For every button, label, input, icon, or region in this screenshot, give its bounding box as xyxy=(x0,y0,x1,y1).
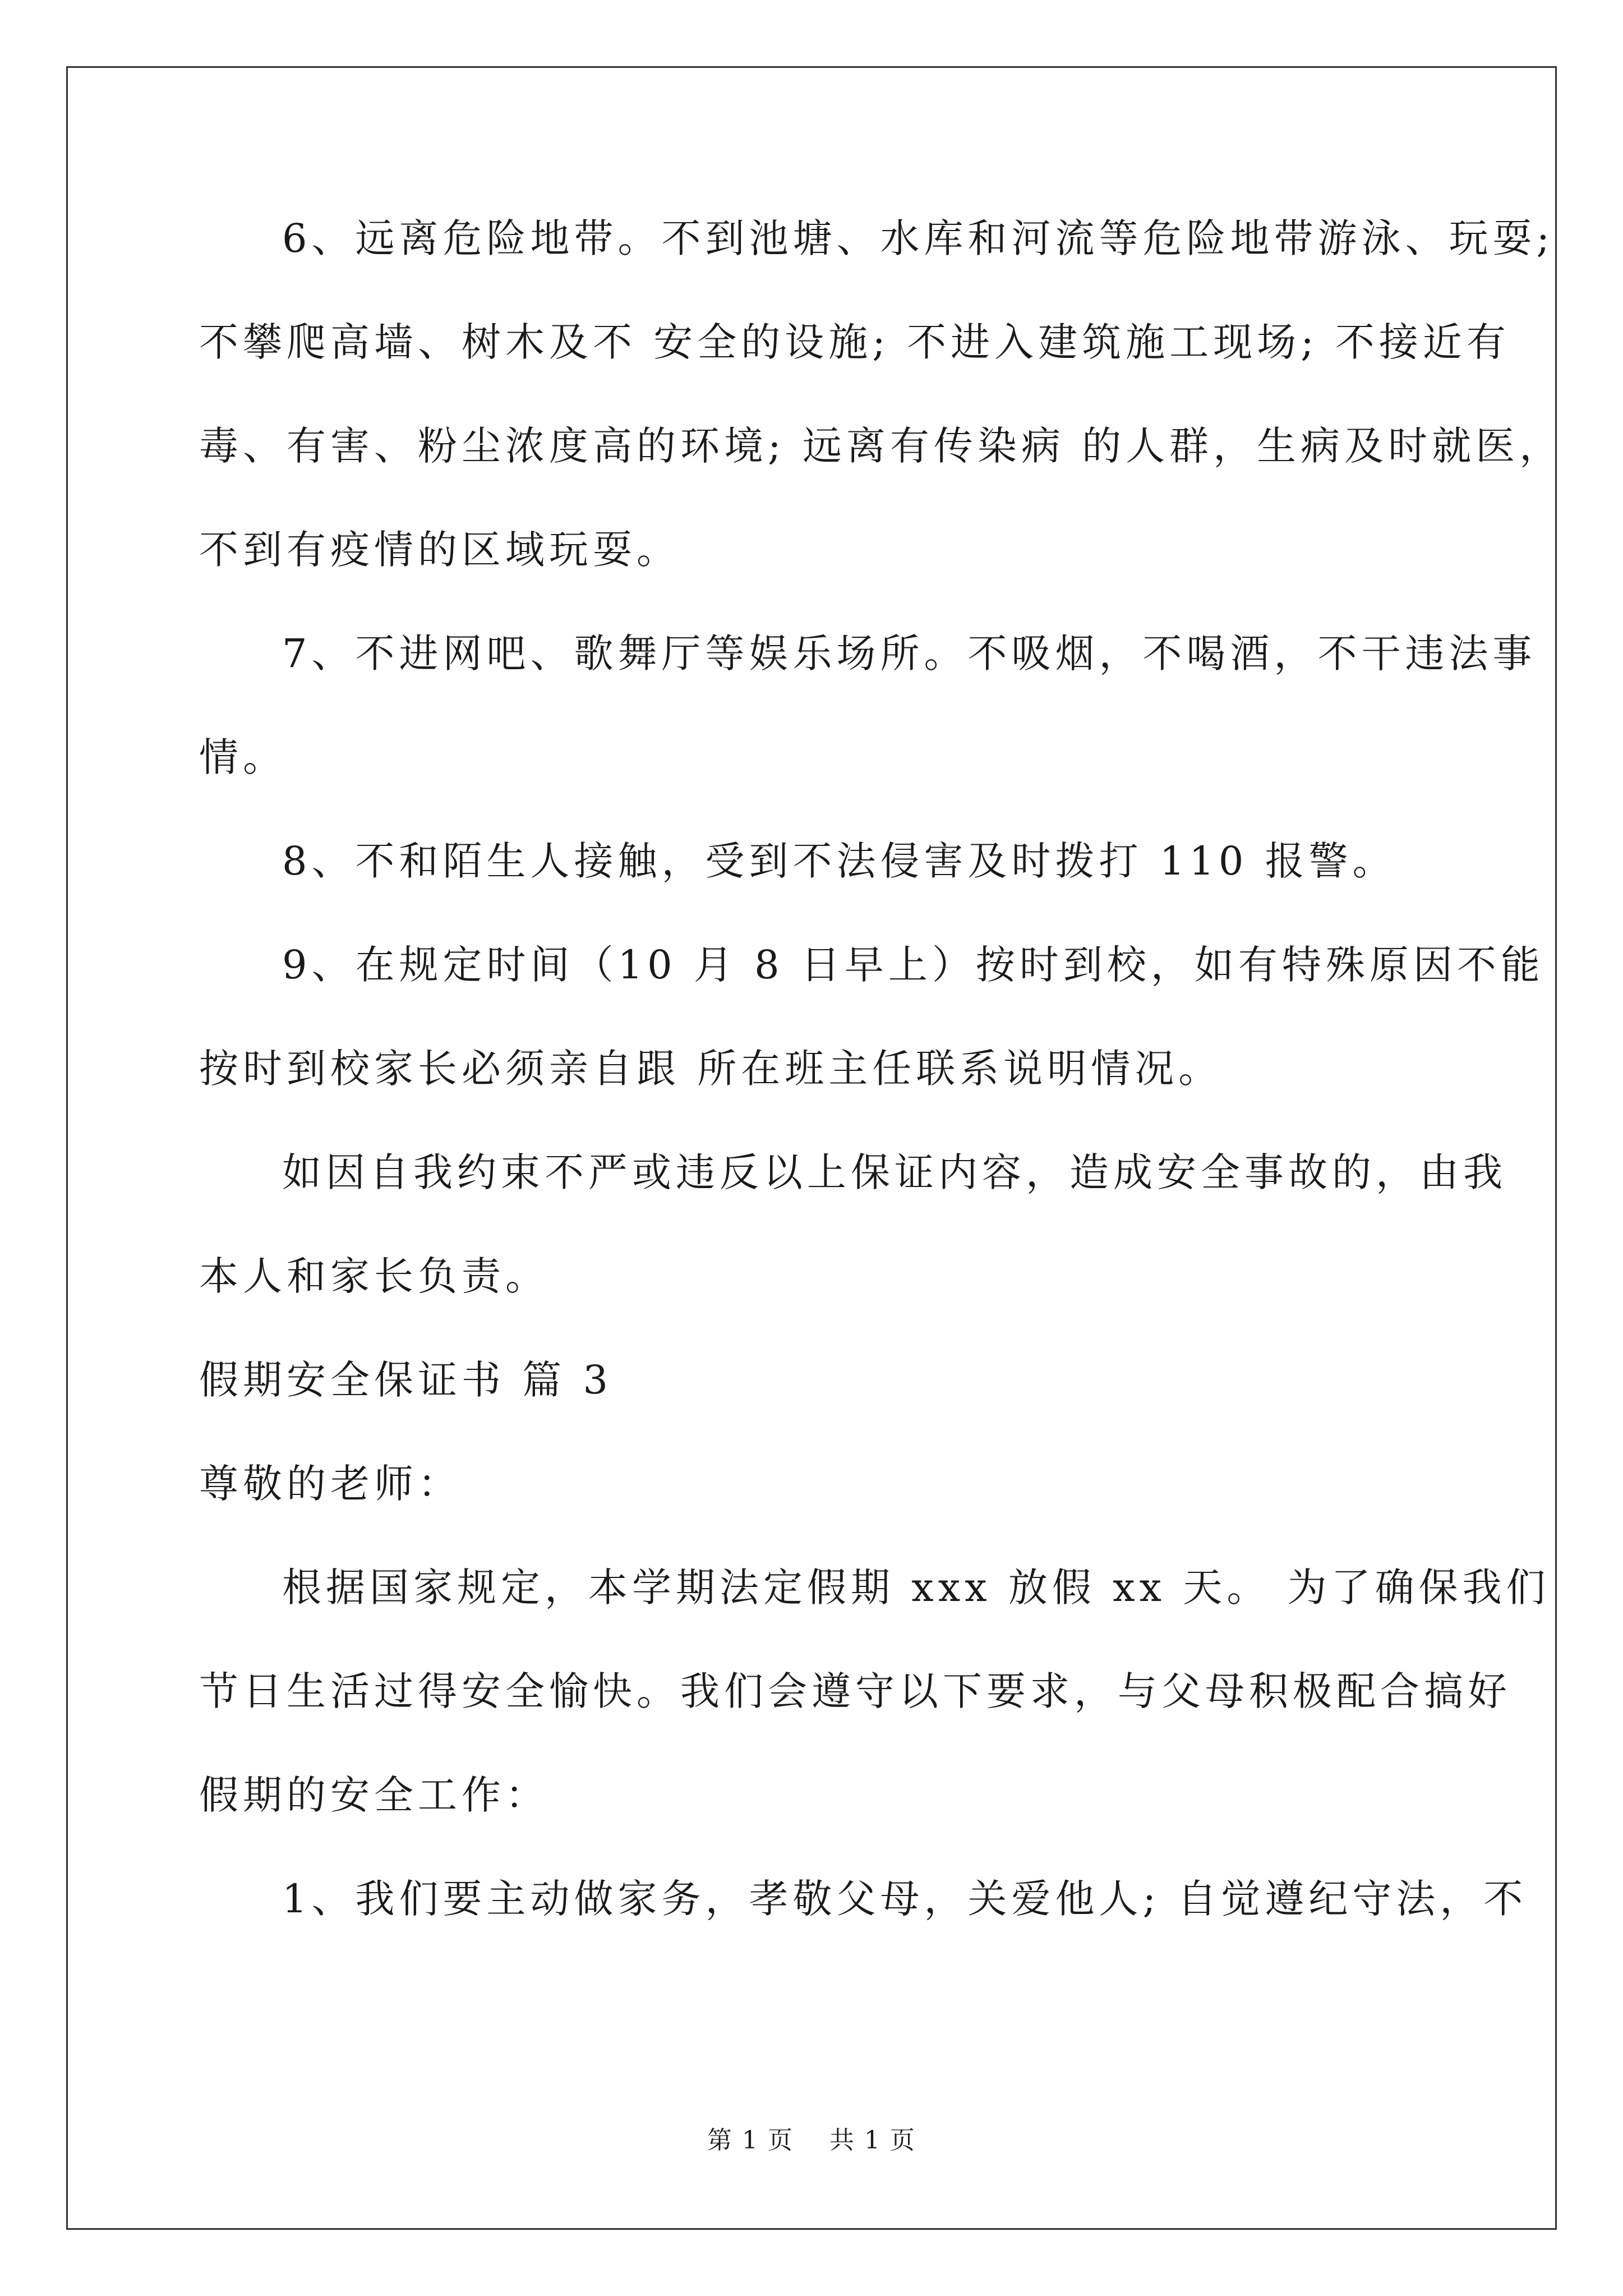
paragraph-7-line-1: 7、不进网吧、歌舞厅等娱乐场所。不吸烟，不喝酒，不干违法事 xyxy=(282,631,1537,677)
paragraph-9-line-2: 按时到校家长必须亲自跟 所在班主任联系说明情况。 xyxy=(199,1046,1223,1092)
intro-paragraph-line-2: 节日生活过得安全愉快。我们会遵守以下要求，与父母积极配合搞好 xyxy=(199,1668,1511,1714)
intro-paragraph-line-1: 根据国家规定，本学期法定假期 xxx 放假 xx 天。 为了确保我们 xyxy=(282,1565,1550,1611)
page-footer: 第 1 页 共 1 页 xyxy=(707,2126,916,2155)
closing-paragraph-line-2: 本人和家长负责。 xyxy=(199,1253,549,1299)
paragraph-6-line-3: 毒、有害、粉尘浓度高的环境; 远离有传染病 的人群，生病及时就医， xyxy=(199,423,1564,469)
paragraph-7-line-2: 情。 xyxy=(199,734,287,780)
paragraph-9-line-1: 9、在规定时间（10 月 8 日早上）按时到校，如有特殊原因不能 xyxy=(282,942,1544,988)
paragraph-6-line-4: 不到有疫情的区域玩耍。 xyxy=(199,527,680,573)
paragraph-6-line-2: 不攀爬高墙、树木及不 安全的设施; 不进入建筑施工现场; 不接近有 xyxy=(199,319,1510,365)
salutation: 尊敬的老师： xyxy=(199,1461,462,1507)
item-1-line-1: 1、我们要主动做家务，孝敬父母，关爱他人; 自觉遵纪守法，不 xyxy=(282,1876,1528,1922)
intro-paragraph-line-3: 假期的安全工作： xyxy=(199,1772,549,1818)
closing-paragraph-line-1: 如因自我约束不严或违反以上保证内容，造成安全事故的，由我 xyxy=(282,1149,1507,1195)
paragraph-6-line-1: 6、远离危险地带。不到池塘、水库和河流等危险地带游泳、玩耍; xyxy=(282,215,1555,261)
section-heading: 假期安全保证书 篇 3 xyxy=(199,1357,613,1403)
paragraph-8-line-1: 8、不和陌生人接触，受到不法侵害及时拨打 110 报警。 xyxy=(282,838,1396,884)
